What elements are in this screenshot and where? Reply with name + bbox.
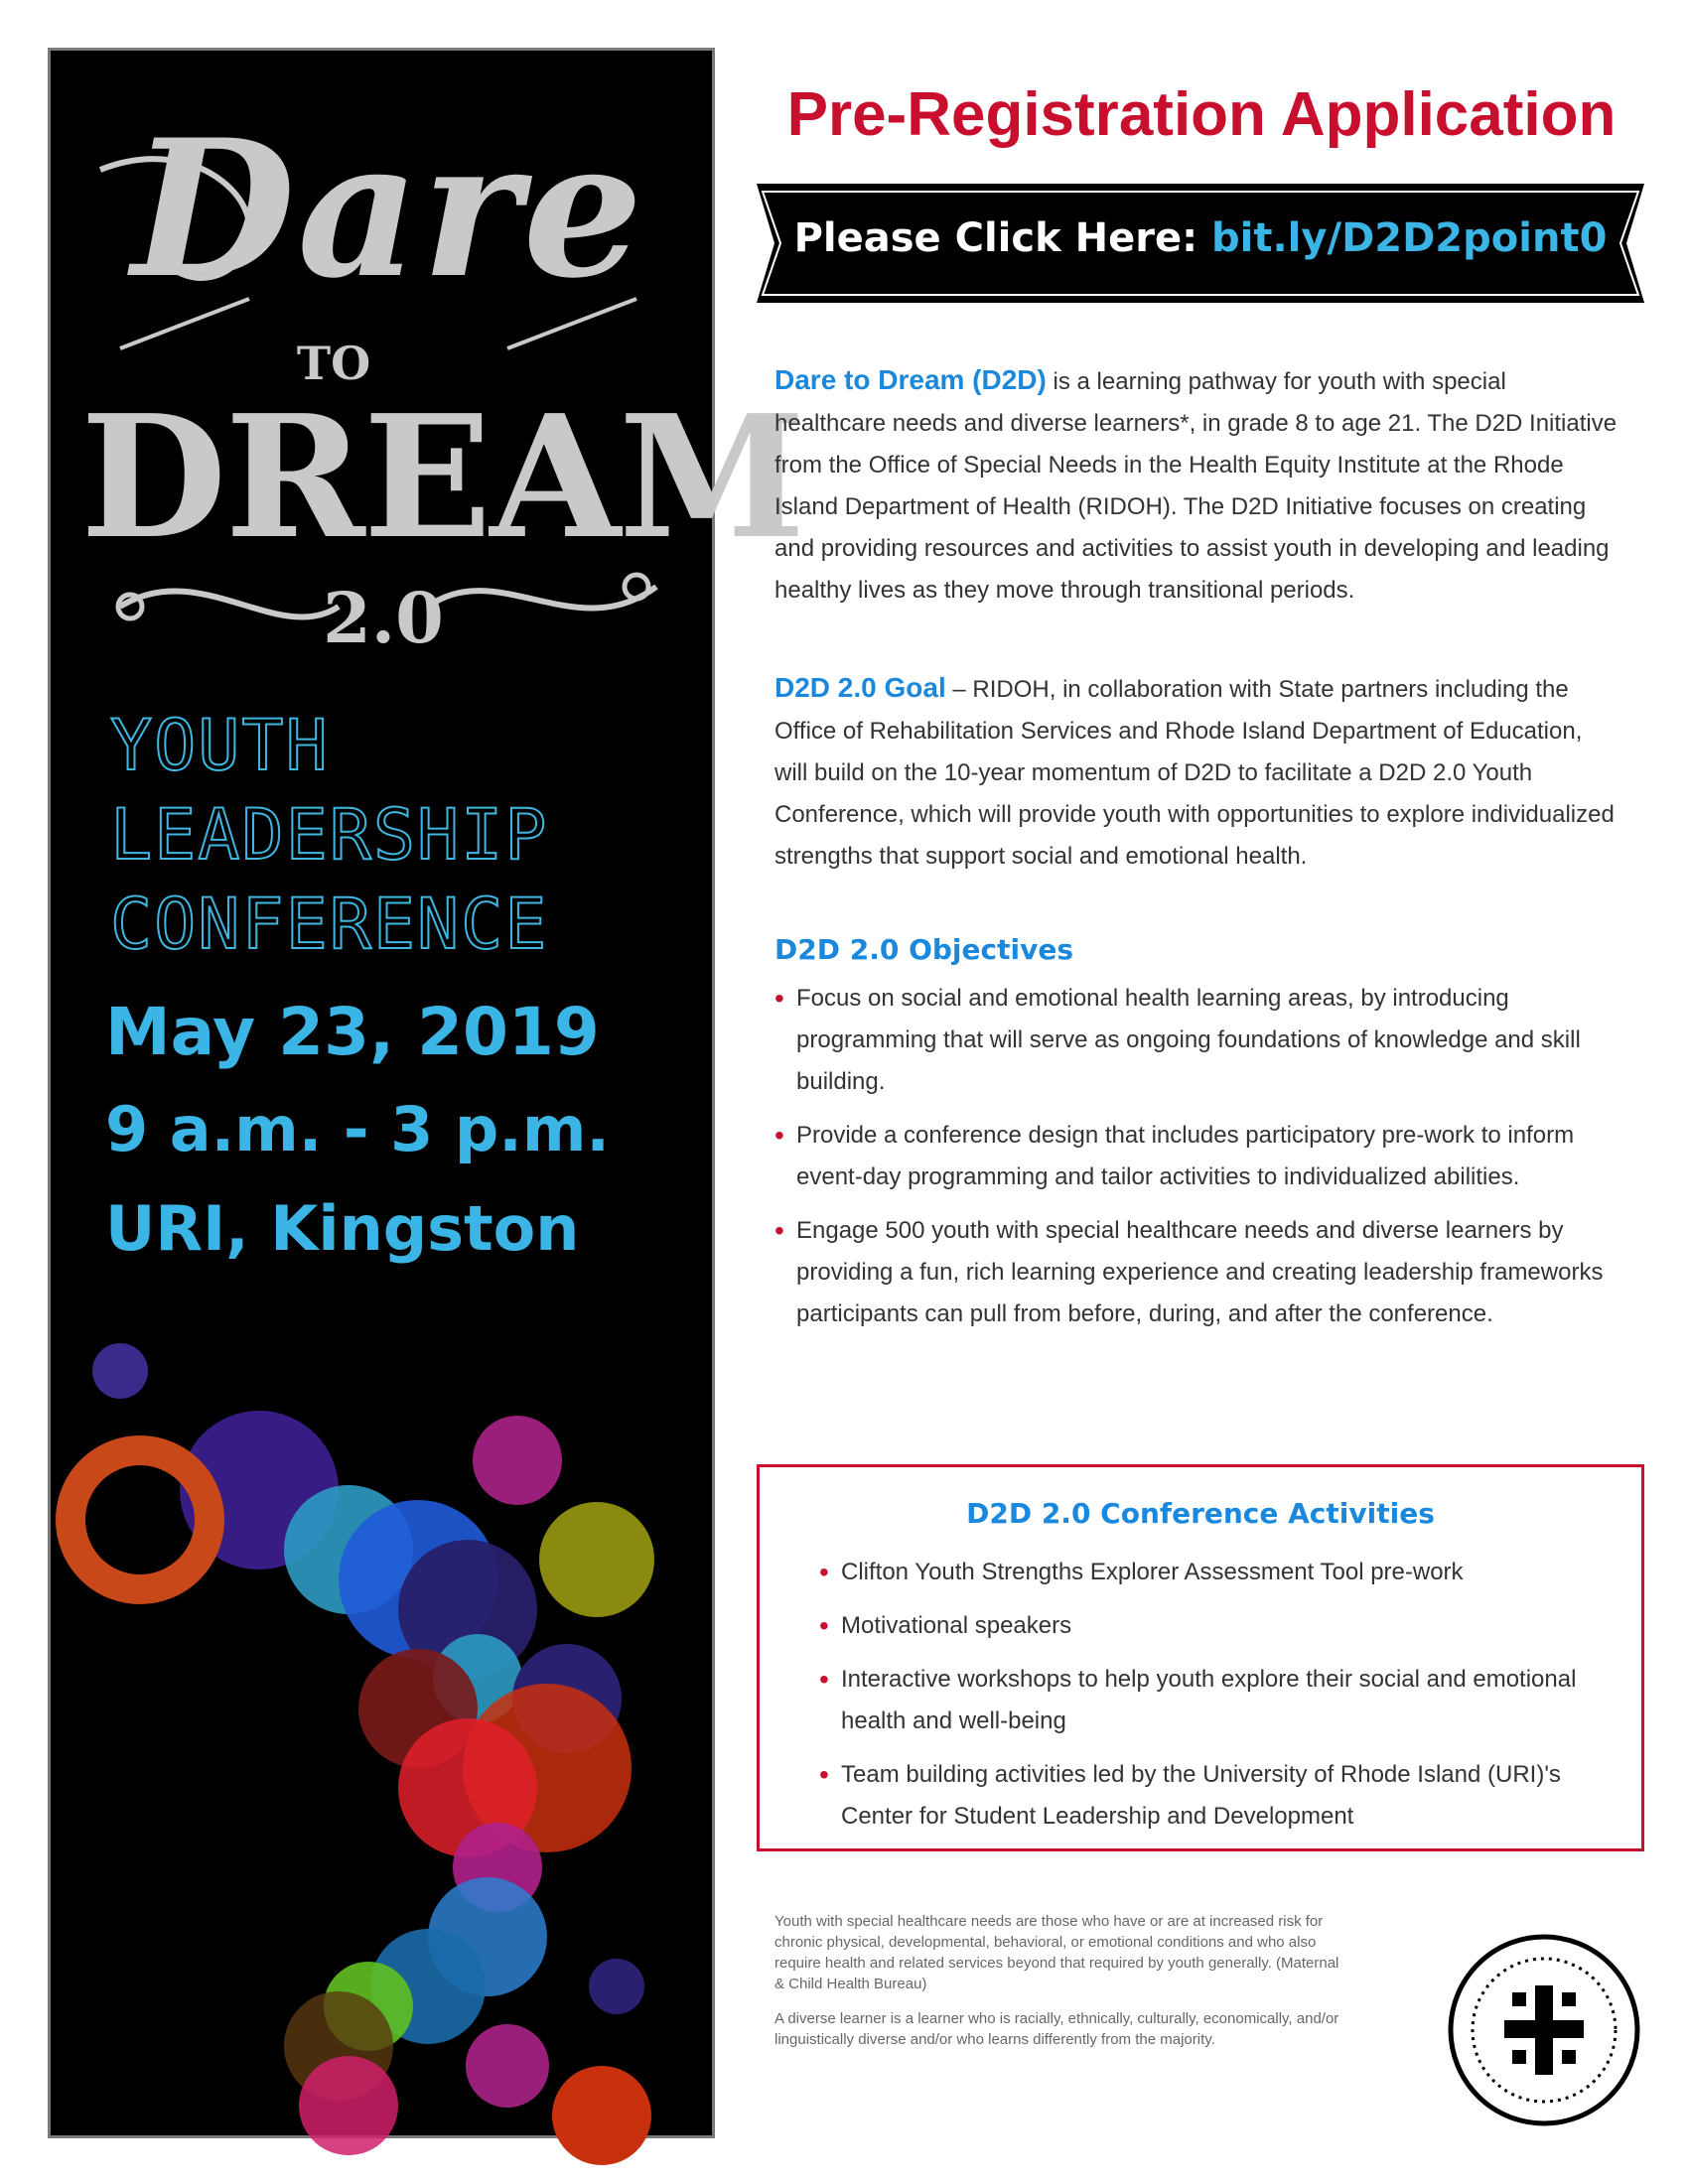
objective-item: • Provide a conference design that includes participatory pre-work to inform event-day programming and tailor activities to individualized abilities. [774,1115,1618,1198]
footnotes [774,1911,1350,2064]
conference-leadership: LEADERSHIP [110,794,549,876]
conference-conference: CONFERENCE [110,884,549,965]
footnote: Youth with special healthcare needs are those who have or are at increased risk for chronic physical, developmental, behavioral, or emotional conditions and who also require health and related services beyond that required by youth generally. (Maternal & Child Health Bureau) [774,1913,1339,1992]
intro-lead: Dare to Dream (D2D) [774,364,1047,395]
activities-list [819,1552,1614,1849]
activity-item: • Clifton Youth Strengths Explorer Assessment Tool pre-work [819,1552,1614,1593]
intro-paragraph [774,359,1618,612]
activity-item: • Team building activities led by the University of Rhode Island (URI)'s Center for Student Leadership and Development [819,1754,1614,1838]
goal-lead: D2D 2.0 Goal [774,672,946,703]
activity-item: • Motivational speakers [819,1605,1614,1647]
banner-prefix: Please Click Here: [793,215,1212,261]
state-seal-logo [1445,1931,1643,2129]
registration-banner [757,174,1644,313]
event-time: 9 a.m. - 3 p.m. [105,1093,610,1165]
activities-heading: D2D 2.0 Conference Activities [966,1497,1435,1530]
objective-item: • Focus on social and emotional health learning areas, by introducing programming that will serve as ongoing foundations of knowledge and skill building. [774,978,1618,1103]
activity-item: • Interactive workshops to help youth explore their social and emotional health and well-being [819,1659,1614,1742]
activities-box [757,1464,1644,1851]
event-location: URI, Kingston [105,1192,580,1265]
banner-text [757,215,1644,261]
objectives-list [774,978,1618,1347]
decorative-bubbles [51,1351,718,2145]
conference-youth: YOUTH [110,705,330,786]
footnote: A diverse learner is a learner who is racially, ethnically, culturally, economically, and/or linguistically diverse and/or who learns differently from the majority. [774,2010,1339,2048]
objective-item: • Engage 500 youth with special healthcare needs and diverse learners by providing a fun, rich learning experience and creating leadership frameworks participants can pull from before, during, and after the conference. [774,1210,1618,1335]
logo-word-dare: Dare [131,98,645,320]
page-title: Pre-Registration Application [786,80,1617,149]
intro-text: is a learning pathway for youth with special healthcare needs and diverse learners*, in grade 8 to age 21. The D2D Initiative from the Office of Special Needs in the Health Equity Institute at the Rhode Island Department of Health (RIDOH). The D2D Initiative focuses on creating and providing resources and activities to assist youth in developing and leading healthy lives as they move through transitional periods. [774,368,1618,604]
goal-text: – RIDOH, in collaboration with State partners including the Office of Rehabilitation Services and Rhode Island Department of Education, will build on the 10-year momentum of D2D to facilitate a D2D 2.0 Youth Conference, which will provide youth with opportunities to explore individualized strengths that support social and emotional health. [774,676,1615,870]
logo-version: 2.0 [323,577,444,659]
event-poster-panel [48,48,804,2138]
event-date: May 23, 2019 [105,994,600,1070]
objectives-heading: D2D 2.0 Objectives [774,933,1073,966]
goal-paragraph [774,667,1618,878]
logo-word-to: TO [296,337,371,390]
logo-word-dream: DREAM [80,378,804,577]
dare-to-dream-logo [80,90,804,676]
registration-link[interactable]: bit.ly/D2D2point0 [1211,215,1608,261]
